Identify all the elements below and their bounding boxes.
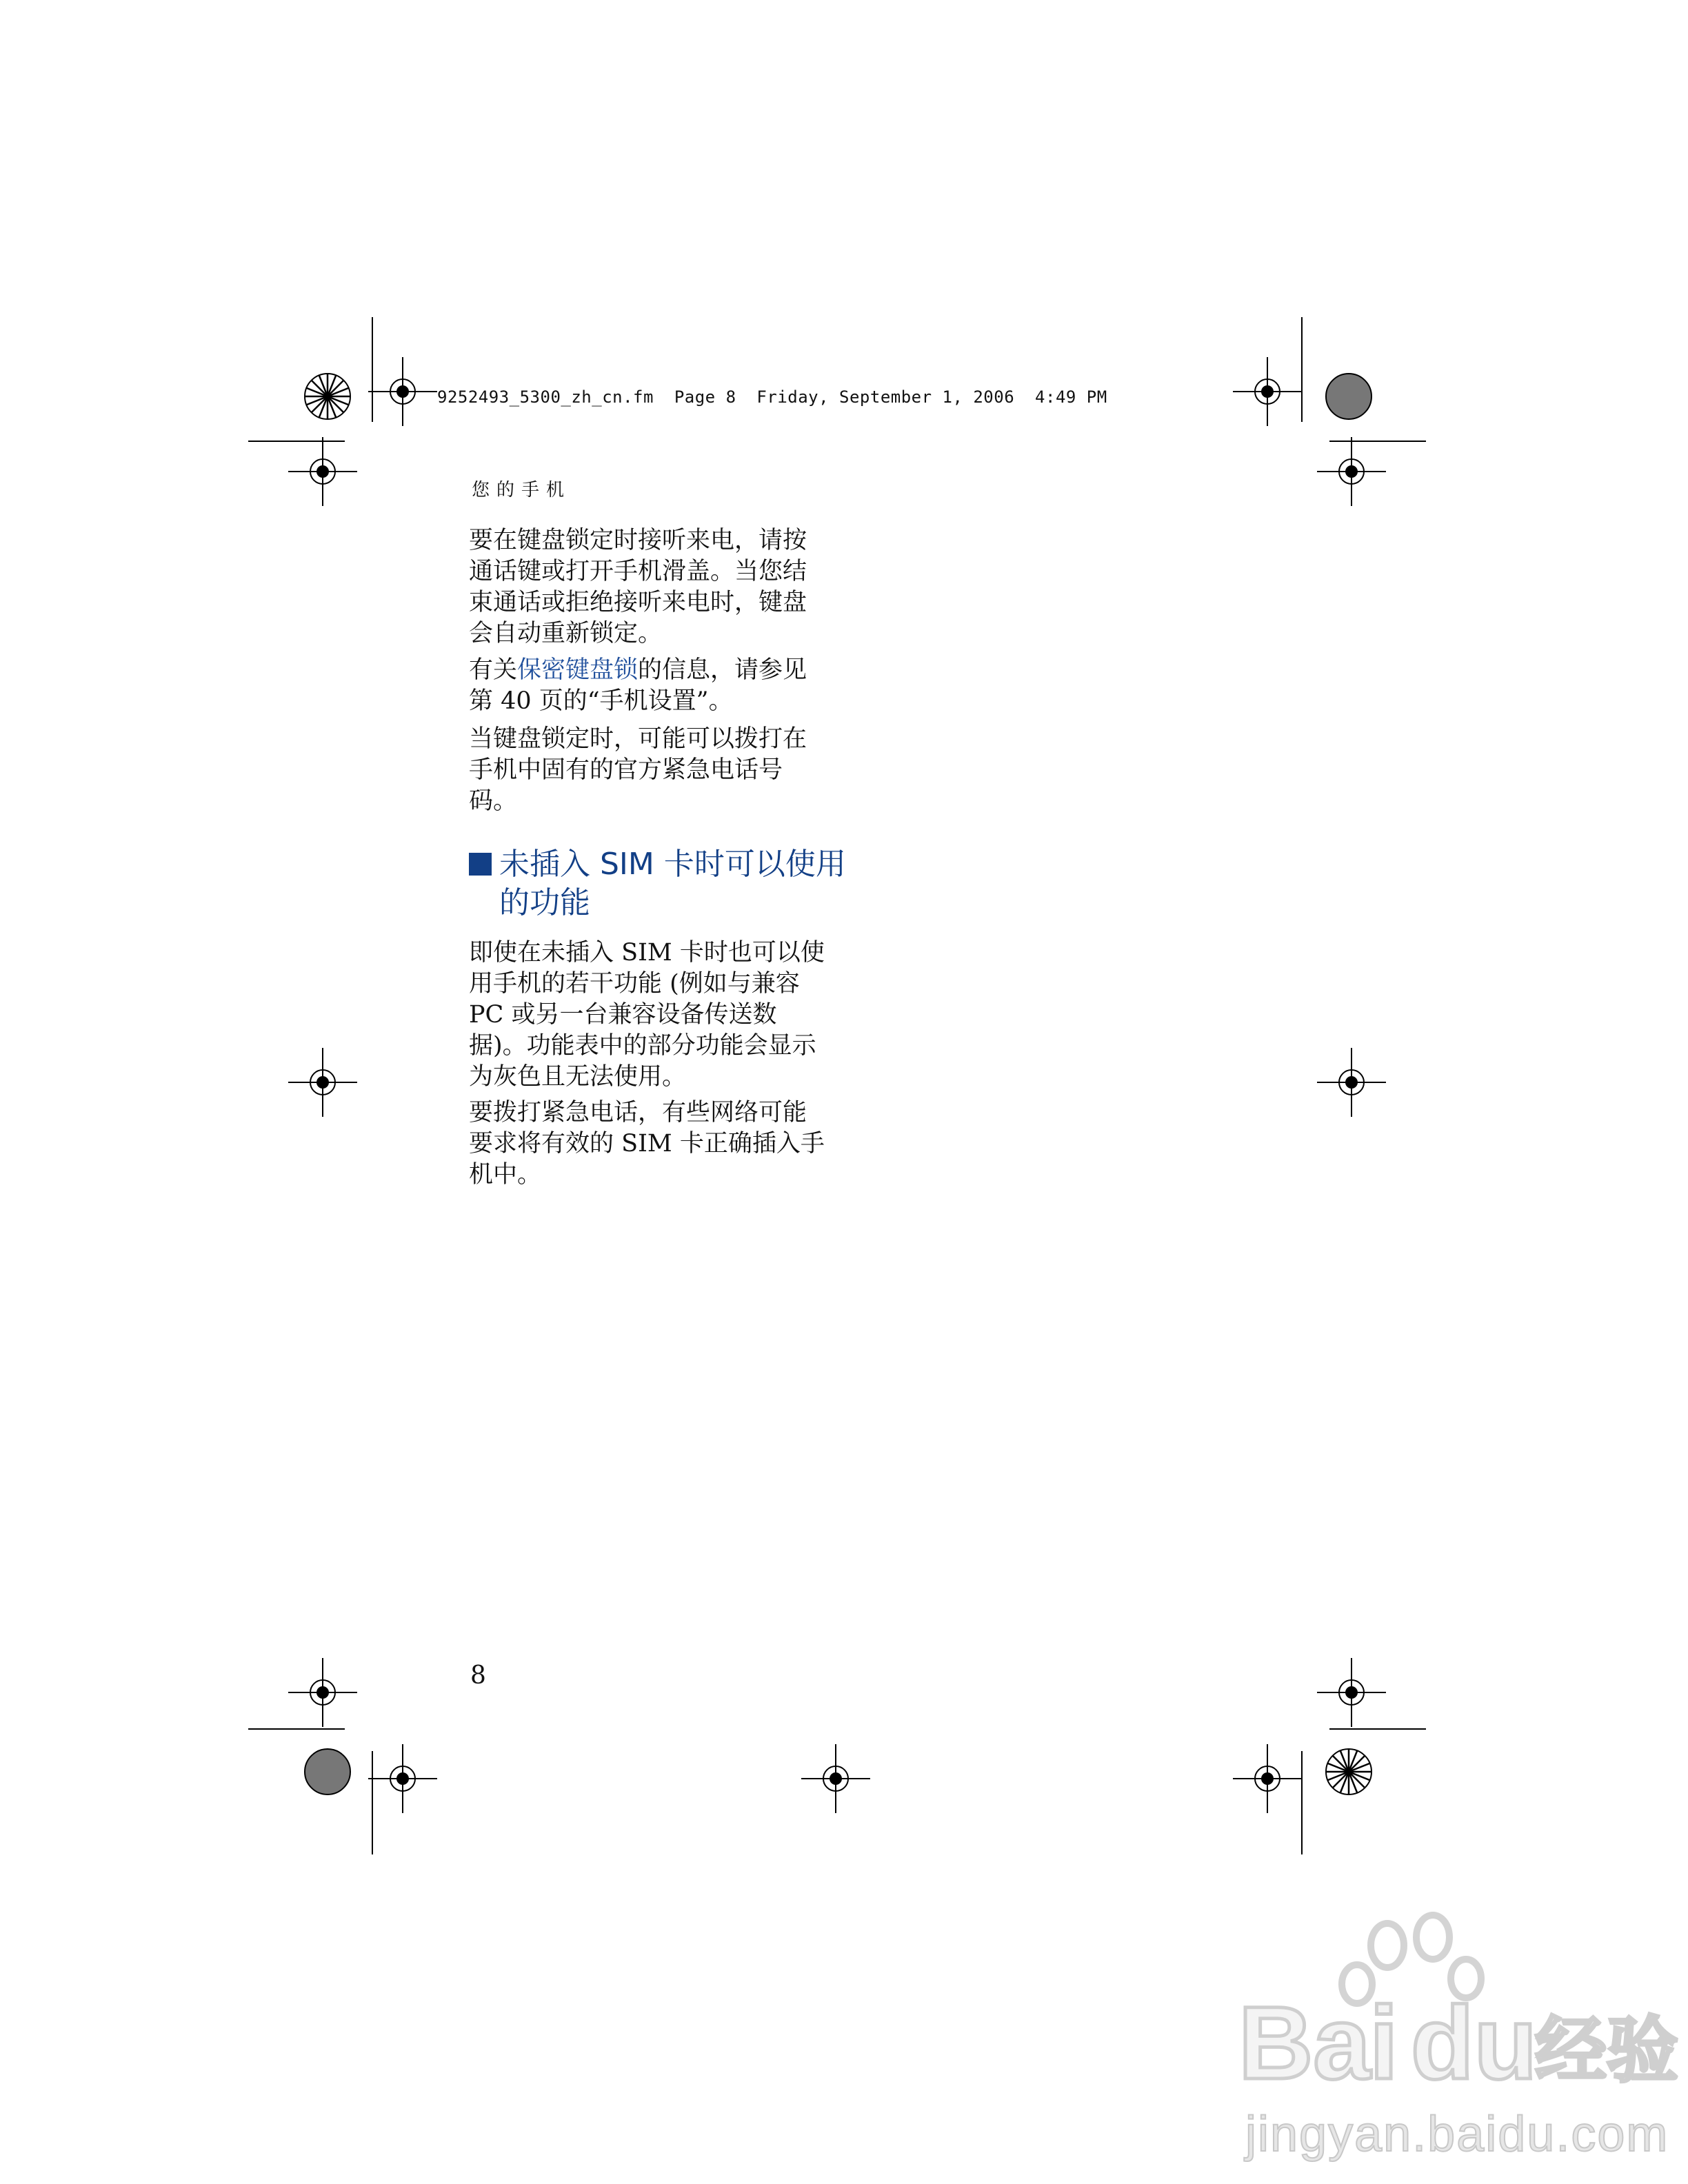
page-number: 8 bbox=[470, 1661, 486, 1690]
paragraph-security-keyguard bbox=[469, 655, 827, 717]
svg-text:Ba: Ba bbox=[1238, 1985, 1371, 2101]
security-keyguard-link[interactable]: 保密键盘锁 bbox=[517, 656, 639, 684]
square-bullet-icon bbox=[469, 853, 492, 876]
section-heading bbox=[469, 845, 855, 922]
paragraph-emergency-sim: 要拨打紧急电话，有些网络可能要求将有效的 SIM 卡正确插入手机中。 bbox=[469, 1099, 825, 1189]
svg-text:i: i bbox=[1369, 1985, 1398, 2101]
paragraph-text: 有关 bbox=[469, 656, 518, 684]
baidu-jingyan-watermark bbox=[1238, 1903, 1679, 2178]
paragraph-emergency-keyguard: 当键盘锁定时，可能可以拨打在手机中固有的官方紧急电话号码。 bbox=[469, 725, 807, 815]
svg-text:jingyan.baidu.com: jingyan.baidu.com bbox=[1245, 2107, 1669, 2162]
running-head: 您的手机 bbox=[472, 480, 572, 501]
file-slug: 9252493_5300_zh_cn.fm Page 8 Friday, September 1, 2006 4:49 PM bbox=[437, 387, 1107, 407]
paragraph-text: 的信息，请参见第 40 页的“手机设置”。 bbox=[469, 656, 807, 715]
svg-text:du: du bbox=[1411, 1985, 1538, 2101]
paragraph-keyguard-answer: 要在键盘锁定时接听来电，请按通话键或打开手机滑盖。当您结束通话或拒绝接听来电时，键盘会自动重新锁定。 bbox=[469, 527, 807, 647]
paragraph-no-sim-features: 即使在未插入 SIM 卡时也可以使用手机的若干功能 (例如与兼容 PC 或另一台兼容设备传送数据)。功能表中的部分功能会显示为灰色且无法使用。 bbox=[469, 939, 825, 1091]
section-heading-text: 未插入 SIM 卡时可以使用的功能 bbox=[499, 847, 846, 920]
svg-text:经验: 经验 bbox=[1535, 2008, 1679, 2092]
